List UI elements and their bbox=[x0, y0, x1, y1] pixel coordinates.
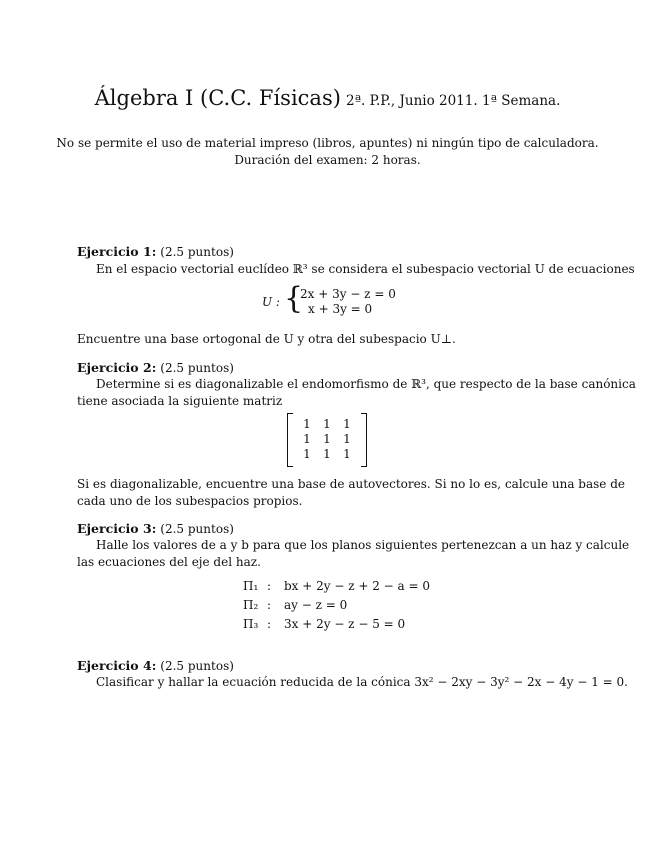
matrix-entries bbox=[297, 416, 357, 461]
matrix-row bbox=[297, 446, 357, 461]
plane-equation: ay − z = 0 bbox=[284, 598, 348, 612]
exercise-4-points: (2.5 puntos) bbox=[160, 659, 234, 673]
matrix-row bbox=[297, 431, 357, 446]
system-equation-1: 2x + 3y − z = 0 bbox=[300, 287, 396, 301]
matrix-left-bracket bbox=[287, 413, 293, 467]
matrix-entry: 1 bbox=[343, 446, 351, 461]
title-main: Álgebra I (C.C. Físicas) bbox=[94, 86, 341, 110]
plane-equation: 3x + 2y − z − 5 = 0 bbox=[284, 617, 406, 631]
exercise-2-statement-line-1: Determine si es diagonalizable el endomorfismo de ℝ³, que respecto de la base canónica bbox=[96, 377, 636, 391]
plane-name: Π₃ bbox=[243, 617, 259, 631]
matrix-entry: 1 bbox=[343, 431, 351, 446]
exercise-4-statement: Clasificar y hallar la ecuación reducida de la cónica 3x² − 2xy − 3y² − 2x − 4y − 1 = 0. bbox=[96, 675, 628, 689]
matrix-entry: 1 bbox=[323, 446, 331, 461]
matrix-entry: 1 bbox=[323, 431, 331, 446]
exercise-1-title: Ejercicio 1: bbox=[77, 244, 157, 259]
plane-separator: : bbox=[267, 598, 272, 612]
exercise-1-statement: En el espacio vectorial euclídeo ℝ³ se considera el subespacio vectorial U de ecuaciones bbox=[96, 262, 635, 276]
title-subtitle: 2ª. P.P., Junio 2011. 1ª Semana. bbox=[346, 93, 561, 109]
exercise-3-statement-line-1: Halle los valores de a y b para que los planos siguientes pertenezcan a un haz y calcule bbox=[96, 538, 630, 552]
plane-equation: bx + 2y − z + 2 − a = 0 bbox=[284, 579, 431, 593]
matrix bbox=[287, 413, 367, 465]
exam-title bbox=[0, 86, 655, 110]
exercise-1-points: (2.5 puntos) bbox=[160, 245, 234, 259]
matrix-entry: 1 bbox=[303, 416, 311, 431]
matrix-entry: 1 bbox=[323, 416, 331, 431]
plane-name: Π₂ bbox=[243, 598, 259, 612]
exercise-2-statement-line-2: tiene asociada la siguiente matriz bbox=[77, 394, 283, 408]
exercise-3-heading bbox=[77, 521, 234, 536]
plane-separator: : bbox=[267, 617, 272, 631]
plane-separator: : bbox=[267, 579, 272, 593]
exercise-3-statement-line-2: las ecuaciones del eje del haz. bbox=[77, 555, 261, 569]
system-equation-2: x + 3y = 0 bbox=[308, 302, 373, 316]
matrix-row bbox=[297, 416, 357, 431]
exercise-2-points: (2.5 puntos) bbox=[160, 361, 234, 375]
plane-name: Π₁ bbox=[243, 579, 259, 593]
exercise-2-question-line-1: Si es diagonalizable, encuentre una base de autovectores. Si no lo es, calcule una base de bbox=[77, 477, 625, 491]
instructions-line-1: No se permite el uso de material impreso (libros, apuntes) ni ningún tipo de calculadora. bbox=[56, 136, 599, 150]
exercise-2-title: Ejercicio 2: bbox=[77, 360, 157, 375]
exercise-3-title: Ejercicio 3: bbox=[77, 521, 157, 536]
matrix-entry: 1 bbox=[343, 416, 351, 431]
matrix-right-bracket bbox=[361, 413, 367, 467]
matrix-entry: 1 bbox=[303, 446, 311, 461]
exercise-1-question: Encuentre una base ortogonal de U y otra del subespacio U⊥. bbox=[77, 332, 456, 346]
exercise-4-title: Ejercicio 4: bbox=[77, 658, 157, 673]
exercise-3-points: (2.5 puntos) bbox=[160, 522, 234, 536]
matrix-entry: 1 bbox=[303, 431, 311, 446]
exercise-2-question-line-2: cada uno de los subespacios propios. bbox=[77, 494, 303, 508]
system-brace: { bbox=[284, 281, 304, 316]
system-label: U : bbox=[262, 295, 280, 309]
exercise-1-heading bbox=[77, 244, 234, 259]
instructions-line-2: Duración del examen: 2 horas. bbox=[234, 153, 421, 167]
exercise-2-heading bbox=[77, 360, 234, 375]
exercise-4-heading bbox=[77, 658, 234, 673]
